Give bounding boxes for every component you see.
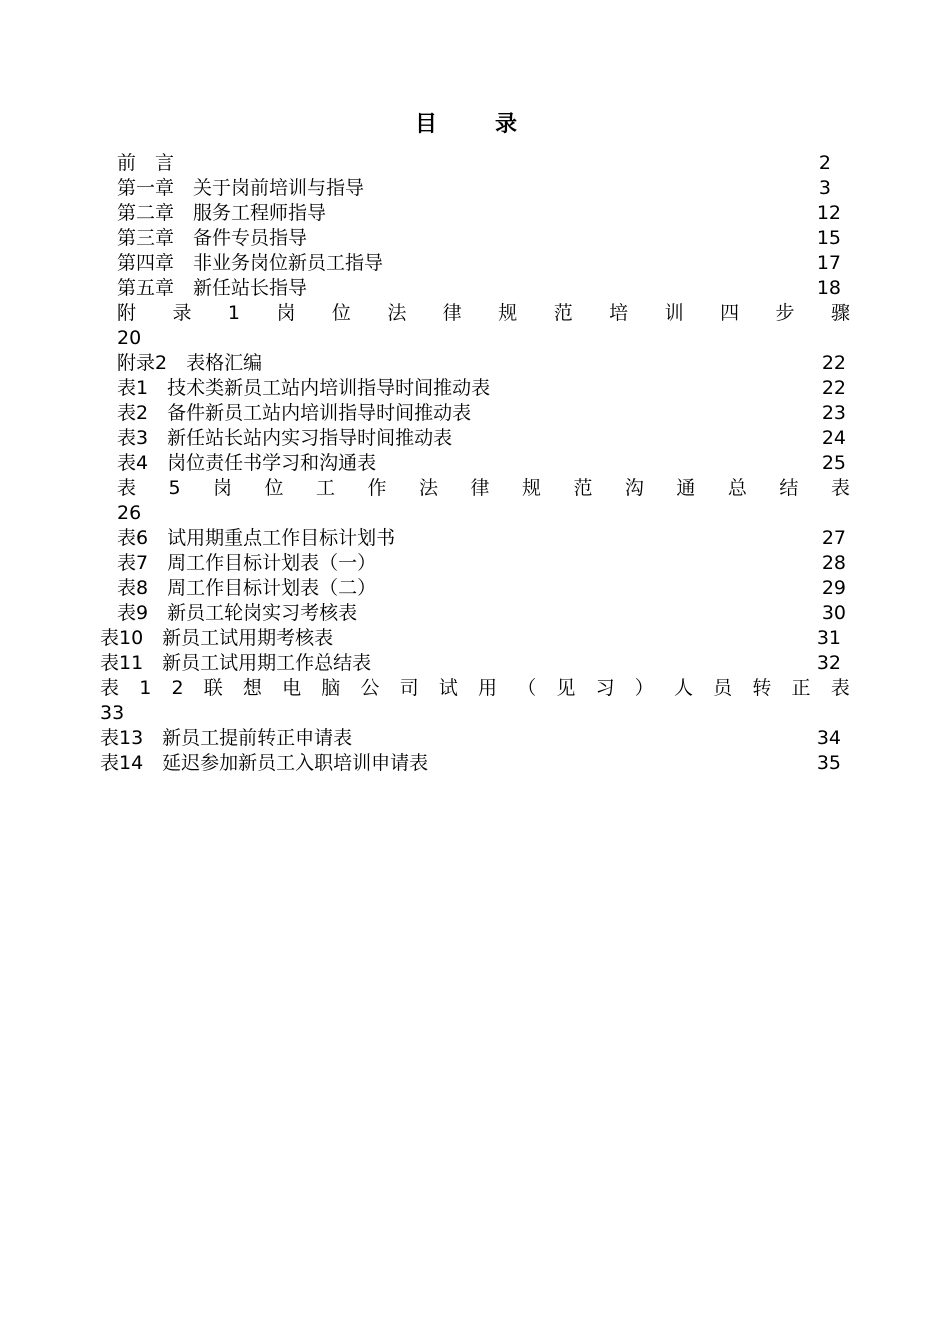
- toc-entry-char: 1: [227, 302, 240, 324]
- toc-entry-page: 20: [117, 327, 142, 349]
- toc-entry-char: 规: [498, 302, 518, 324]
- toc-entry-page: 33: [100, 702, 125, 724]
- toc-entry-page: 30: [821, 602, 846, 624]
- toc-entry-page: 3: [818, 177, 831, 199]
- toc-entry[interactable]: [0, 726, 950, 751]
- toc-entry-label: 表9 新员工轮岗实习考核表: [117, 602, 358, 624]
- toc-entry-page: 28: [821, 552, 846, 574]
- toc-entry[interactable]: [0, 451, 950, 476]
- toc-entry-label: 前 言: [117, 152, 175, 174]
- toc-entry-label: 表3 新任站长站内实习指导时间推动表: [117, 427, 453, 449]
- toc-entry-label: 表10 新员工试用期考核表: [100, 627, 334, 649]
- toc-entry-label: 表13 新员工提前转正申请表: [100, 727, 353, 749]
- toc-entry[interactable]: [0, 551, 950, 576]
- toc-entry-char: 范: [553, 302, 573, 324]
- toc-entry-label: 表7 周工作目标计划表（一）: [117, 552, 377, 574]
- toc-entry[interactable]: [0, 151, 950, 176]
- toc-entry[interactable]: [0, 426, 950, 451]
- toc-entry-char: 岗: [276, 302, 296, 324]
- toc-entry-char: 录: [172, 302, 192, 324]
- toc-entry-char: 见: [556, 677, 576, 699]
- toc-entry-page: 15: [816, 227, 841, 249]
- toc-entry-char: 附: [117, 302, 137, 324]
- toc-entry-char: 5: [168, 477, 181, 499]
- toc-entry-char: 试: [438, 677, 458, 699]
- toc-entry-char: 训: [664, 302, 684, 324]
- toc-entry-char: 表: [100, 677, 120, 699]
- toc-entry-page: 12: [816, 202, 841, 224]
- toc-entry-char: 结: [779, 477, 799, 499]
- toc-entry-char: 四: [720, 302, 740, 324]
- toc-entry-char: 联: [203, 677, 223, 699]
- toc-entry-char: 司: [399, 677, 419, 699]
- toc-entry-label: 附录2 表格汇编: [117, 352, 263, 374]
- toc-entry-char: 总: [727, 477, 747, 499]
- toc-entry-page: 26: [117, 502, 142, 524]
- toc-entry-label: 第一章 关于岗前培训与指导: [117, 177, 365, 199]
- toc-entry-char: 表: [830, 477, 850, 499]
- toc-entry-page: 2: [818, 152, 831, 174]
- toc-entry-char: 正: [791, 677, 811, 699]
- toc-entry-justified[interactable]: [117, 476, 850, 501]
- toc-entry-char: 律: [470, 477, 490, 499]
- toc-entry-page: 34: [816, 727, 841, 749]
- table-of-contents: [0, 151, 950, 776]
- toc-entry[interactable]: [0, 251, 950, 276]
- toc-entry-char: 2: [171, 677, 184, 699]
- toc-entry-page: 25: [821, 452, 846, 474]
- toc-entry-char: 员: [713, 677, 733, 699]
- toc-entry[interactable]: [0, 176, 950, 201]
- toc-entry-label: 第四章 非业务岗位新员工指导: [117, 252, 384, 274]
- toc-entry-justified[interactable]: [100, 676, 850, 701]
- toc-entry-char: 人: [673, 677, 693, 699]
- toc-entry-page: 35: [816, 752, 841, 774]
- toc-entry-char: 电: [282, 677, 302, 699]
- toc-entry[interactable]: [0, 751, 950, 776]
- toc-entry-char: 法: [387, 302, 407, 324]
- toc-entry-char: 脑: [321, 677, 341, 699]
- toc-entry-char: 习: [595, 677, 615, 699]
- toc-entry-label: 表2 备件新员工站内培训指导时间推动表: [117, 402, 472, 424]
- toc-entry-page: 17: [816, 252, 841, 274]
- toc-entry-char: 沟: [624, 477, 644, 499]
- toc-entry-page: 32: [816, 652, 841, 674]
- toc-entry[interactable]: [0, 601, 950, 626]
- toc-entry-char: 规: [521, 477, 541, 499]
- toc-entry-page: 22: [821, 352, 846, 374]
- toc-entry-char: 法: [418, 477, 438, 499]
- toc-entry-label: 表8 周工作目标计划表（二）: [117, 577, 377, 599]
- toc-entry-char: 表: [830, 677, 850, 699]
- toc-entry-label: 表11 新员工试用期工作总结表: [100, 652, 372, 674]
- toc-entry-char: 用: [478, 677, 498, 699]
- toc-entry[interactable]: [0, 576, 950, 601]
- page-title: 目 录: [414, 112, 535, 137]
- toc-entry-page: 27: [821, 527, 846, 549]
- toc-entry-char: 骤: [830, 302, 850, 324]
- toc-entry-char: 公: [360, 677, 380, 699]
- toc-entry[interactable]: [0, 276, 950, 301]
- toc-entry-char: 律: [442, 302, 462, 324]
- toc-entry-char: 转: [752, 677, 772, 699]
- toc-entry[interactable]: [0, 226, 950, 251]
- toc-entry-label: 第二章 服务工程师指导: [117, 202, 327, 224]
- toc-entry-char: 位: [331, 302, 351, 324]
- toc-entry-char: 培: [609, 302, 629, 324]
- toc-entry-char: 作: [367, 477, 387, 499]
- toc-entry-justified[interactable]: [117, 301, 850, 326]
- toc-entry-page: 18: [816, 277, 841, 299]
- toc-entry-char: 位: [264, 477, 284, 499]
- toc-entry-label: 表1 技术类新员工站内培训指导时间推动表: [117, 377, 491, 399]
- toc-entry-label: 第三章 备件专员指导: [117, 227, 308, 249]
- toc-entry-label: 表4 岗位责任书学习和沟通表: [117, 452, 377, 474]
- toc-entry-char: （: [517, 677, 537, 699]
- toc-entry-page: 24: [821, 427, 846, 449]
- toc-entry-label: 表14 延迟参加新员工入职培训申请表: [100, 752, 429, 774]
- toc-entry-char: 岗: [213, 477, 233, 499]
- toc-entry-char: 想: [242, 677, 262, 699]
- toc-entry[interactable]: [0, 526, 950, 551]
- toc-entry-char: 通: [676, 477, 696, 499]
- toc-entry[interactable]: [0, 376, 950, 401]
- toc-entry-page: 23: [821, 402, 846, 424]
- toc-entry[interactable]: [0, 401, 950, 426]
- toc-entry-char: 1: [139, 677, 152, 699]
- toc-entry-page: 22: [821, 377, 846, 399]
- toc-entry-char: 工: [316, 477, 336, 499]
- toc-entry-page: 29: [821, 577, 846, 599]
- toc-entry[interactable]: [0, 626, 950, 651]
- toc-entry[interactable]: [0, 351, 950, 376]
- toc-entry-label: 表6 试用期重点工作目标计划书: [117, 527, 396, 549]
- toc-entry-char: 表: [117, 477, 137, 499]
- toc-entry[interactable]: [0, 651, 950, 676]
- toc-entry-char: 步: [775, 302, 795, 324]
- toc-entry-char: 范: [573, 477, 593, 499]
- toc-entry-page: 31: [816, 627, 841, 649]
- toc-entry-char: ）: [634, 677, 654, 699]
- toc-entry[interactable]: [0, 201, 950, 226]
- toc-entry-label: 第五章 新任站长指导: [117, 277, 308, 299]
